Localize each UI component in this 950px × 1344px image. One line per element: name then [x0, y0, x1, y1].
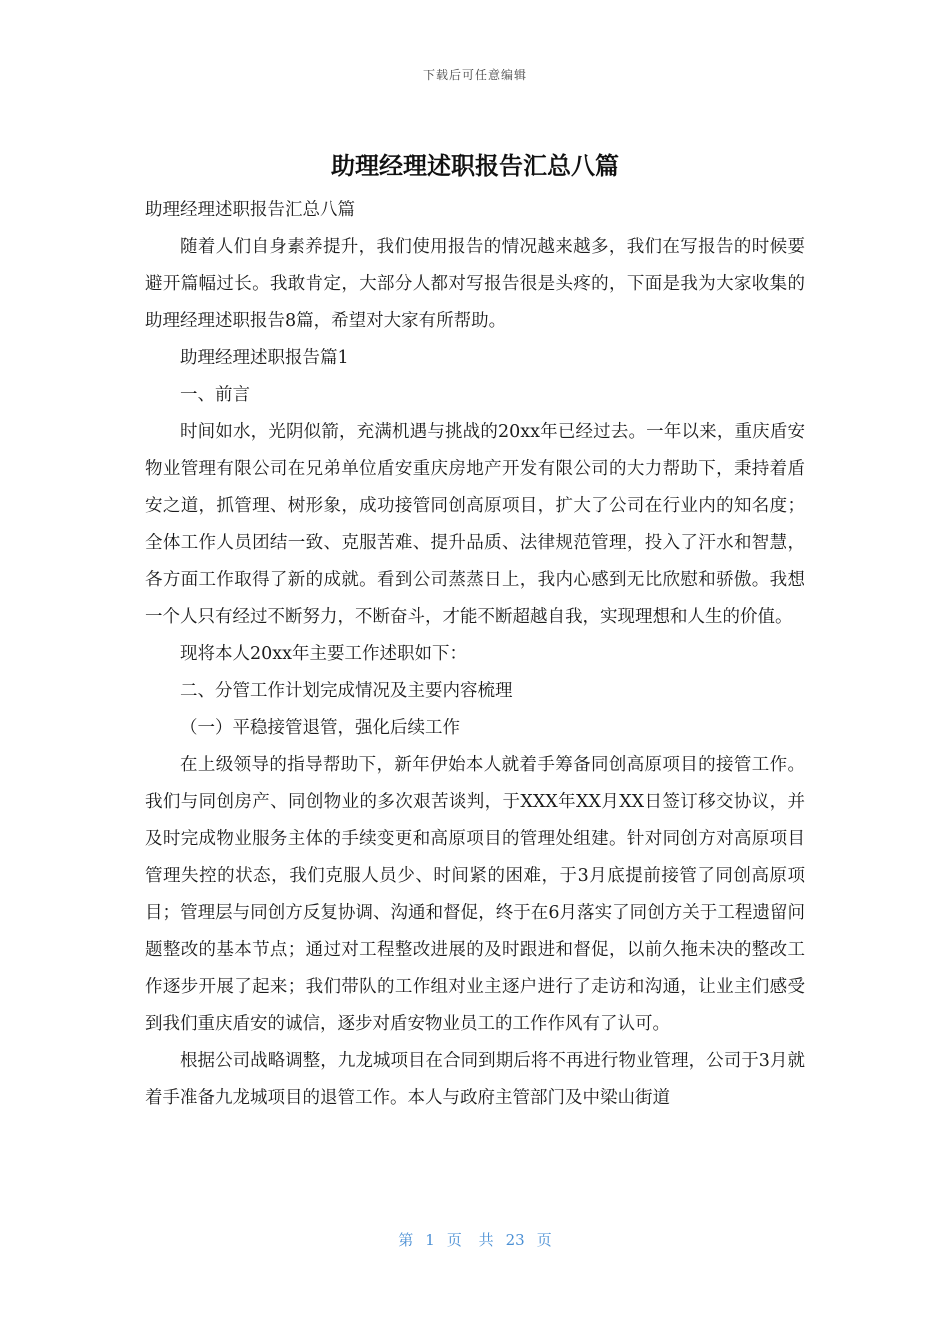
intro-paragraph: 随着人们自身素养提升，我们使用报告的情况越来越多，我们在写报告的时候要避开篇幅过长。我敢肯定，大部分人都对写报告很是头疼的，下面是我为大家收集的助理经理述职报告8篇，希望对大家有所帮助。	[145, 237, 805, 331]
subsection-heading: 二、分管工作计划完成情况及主要内容梳理	[180, 681, 513, 701]
page-header: 下载后可任意编辑	[422, 68, 527, 82]
subtitle-paragraph: 助理经理述职报告汇总八篇	[145, 200, 355, 220]
body-paragraph: 时间如水，光阴似箭，充满机遇与挑战的20xx年已经过去。一年以来，重庆盾安物业管理有限公司在兄弟单位盾安重庆房地产开发有限公司的大力帮助下，秉持着盾安之道，抓管理、树形象，成功接管同创高原项目，扩大了公司在行业内的知名度；全体工作人员团结一致、克服苦难、提升品质、法律规范管理，投入了汗水和智慧，各方面工作取得了新的成就。看到公司蒸蒸日上，我内心感到无比欣慰和骄傲。我想一个人只有经过不断努力，不断奋斗，才能不断超越自我，实现理想和人生的价值。	[145, 422, 805, 627]
document-body	[145, 192, 805, 1117]
total-pages: 23	[505, 1231, 525, 1249]
body-paragraph: 现将本人20xx年主要工作述职如下：	[180, 644, 468, 664]
subsection-heading: 一、前言	[180, 385, 250, 405]
page-number: 1	[425, 1231, 435, 1249]
document-title: 助理经理述职报告汇总八篇	[331, 152, 619, 180]
subsection-heading: （一）平稳接管退管，强化后续工作	[180, 718, 460, 738]
page-label-prefix: 第	[398, 1231, 414, 1249]
body-paragraph: 根据公司战略调整，九龙城项目在合同到期后将不再进行物业管理，公司于3月就着手准备九龙城项目的退管工作。本人与政府主管部门及中梁山街道	[145, 1051, 805, 1108]
section-heading: 助理经理述职报告篇1	[180, 348, 349, 368]
page-label-mid: 页 共	[446, 1231, 494, 1249]
page-label-suffix: 页	[536, 1231, 552, 1249]
page-footer	[0, 1229, 950, 1250]
body-paragraph: 在上级领导的指导帮助下，新年伊始本人就着手筹备同创高原项目的接管工作。我们与同创房产、同创物业的多次艰苦谈判，于XXX年XX月XX日签订移交协议，并及时完成物业服务主体的手续变更和高原项目的管理处组建。针对同创方对高原项目管理失控的状态，我们克服人员少、时间紧的困难，于3月底提前接管了同创高原项目；管理层与同创方反复协调、沟通和督促，终于在6月落实了同创方关于工程遗留问题整改的基本节点；通过对工程整改进展的及时跟进和督促，以前久拖未决的整改工作逐步开展了起来；我们带队的工作组对业主逐户进行了走访和沟通，让业主们感受到我们重庆盾安的诚信，逐步对盾安物业员工的工作作风有了认可。	[145, 755, 805, 1034]
